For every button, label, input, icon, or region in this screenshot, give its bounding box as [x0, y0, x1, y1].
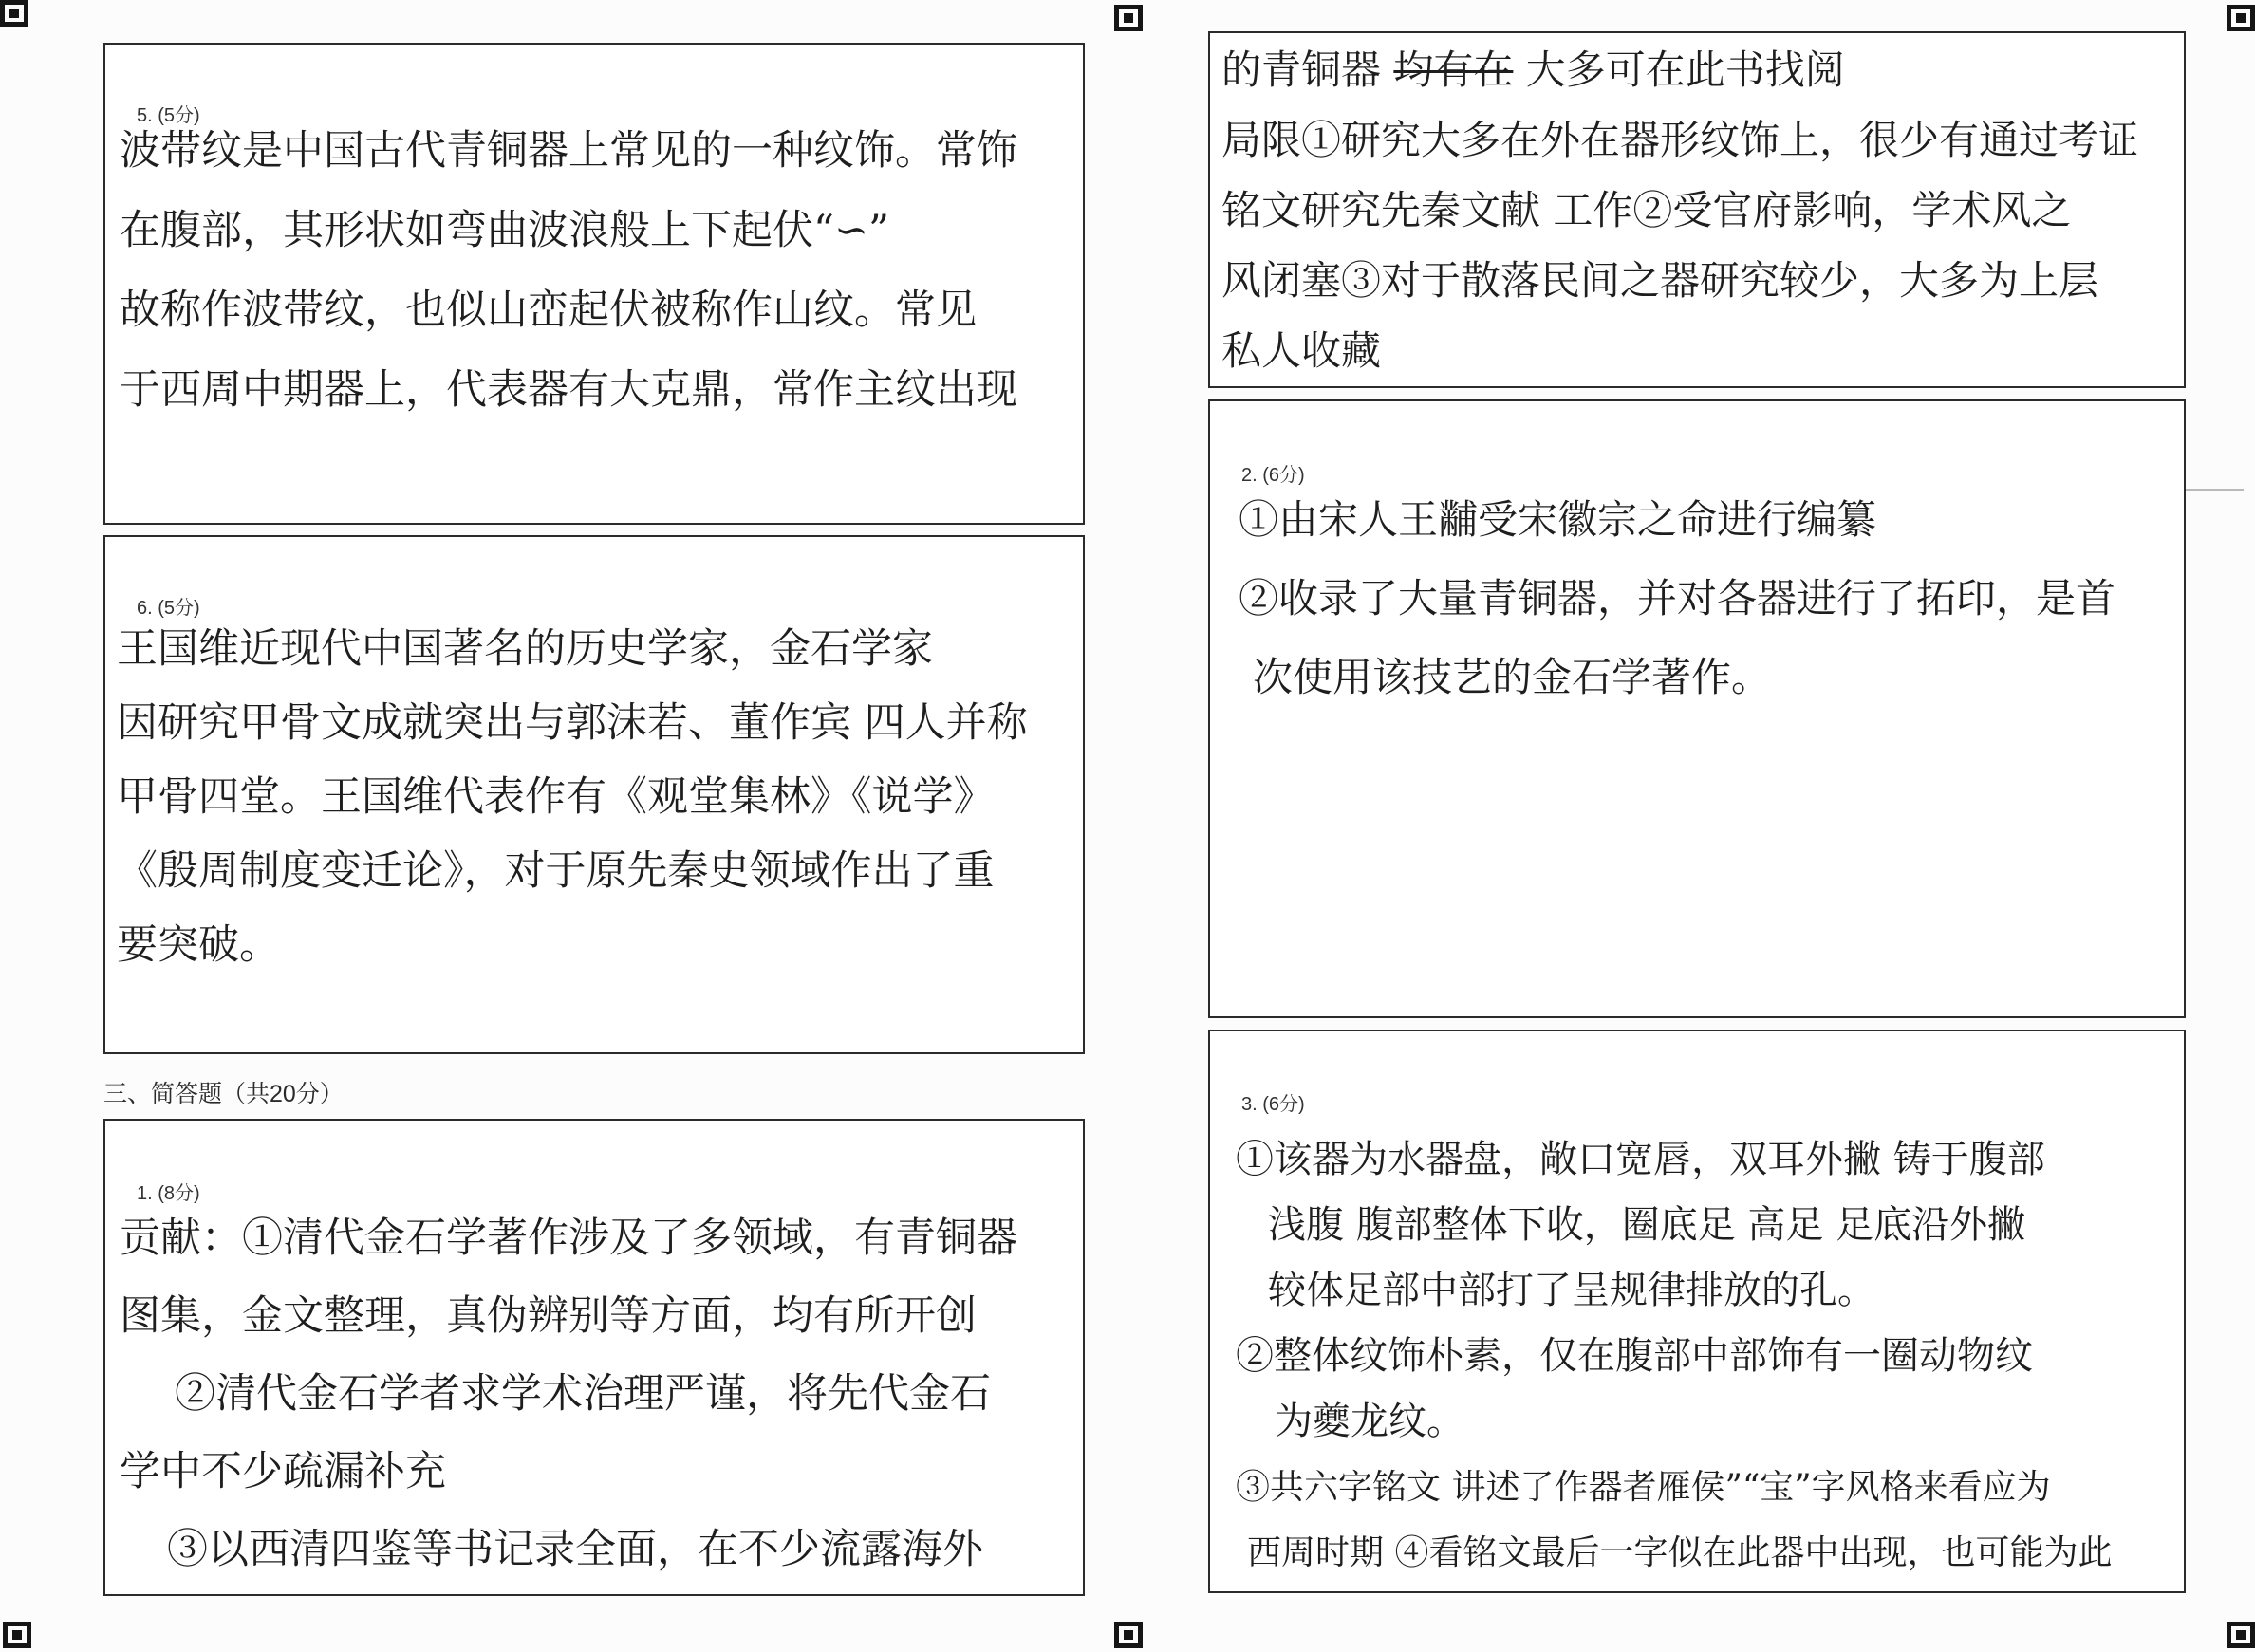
answer-line: 风闭塞③对于散落民间之器研究较少，大多为上层 [1221, 257, 2099, 304]
question-label: 2. (6分) [1241, 465, 1305, 486]
handwritten-answer [120, 111, 1079, 430]
answer-box-q3 [1208, 1030, 2186, 1593]
answer-box-q1 [103, 1119, 1085, 1596]
answer-line: ①由宋人王黼受宋徽宗之命进行编纂 [1239, 496, 1877, 543]
corner-marker-top-middle [1114, 5, 1143, 31]
answer-box-q6 [103, 535, 1085, 1054]
section-heading: 三、简答题（共20分） [103, 1081, 344, 1107]
answer-line: 《殷周制度变迁论》，对于原先秦史领域作出了重 [117, 847, 995, 895]
answer-line: 局限①研究大多在外在器形纹饰上，很少有通过考证 [1221, 117, 2139, 163]
corner-marker-top-left [0, 0, 28, 27]
handwritten-answer [117, 612, 1079, 982]
question-label: 5. (5分) [137, 105, 200, 126]
corner-marker-top-right [2227, 5, 2255, 31]
answer-line: 铭文研究先秦文献 工作②受官府影响，学术风之 [1221, 187, 2072, 233]
answer-line: 王国维近现代中国著名的历史学家，金石学家 [117, 625, 933, 673]
answer-line: 贡献：①清代金石学著作涉及了多领域，有青铜器 [120, 1215, 1017, 1262]
answer-line: 次使用该技艺的金石学著作。 [1253, 654, 1772, 700]
answer-box-q2 [1208, 399, 2186, 1018]
answer-line: 较体足部中部打了呈规律排放的孔。 [1268, 1269, 1875, 1312]
answer-line: 学中不少疏漏补充 [120, 1448, 446, 1495]
handwritten-answer [1236, 1127, 2180, 1586]
handwritten-answer [1239, 480, 2180, 716]
handwritten-answer [1221, 35, 2180, 386]
answer-line: ③以西清四鉴等书记录全面，在不少流露海外 [167, 1526, 983, 1573]
answer-line: 图集，金文整理，真伪辨别等方面，均有所开创 [120, 1292, 977, 1340]
question-label: 6. (5分) [137, 598, 200, 619]
corner-marker-bottom-left [3, 1622, 31, 1648]
answer-line: 浅腹 腹部整体下收，圈底足 高足 足底沿外撇 [1268, 1203, 2026, 1247]
answer-line: 故称作波带纹，也似山峦起伏被称作山纹。常见 [120, 287, 977, 334]
answer-box-q5 [103, 43, 1085, 525]
answer-line: ③共六字铭文 讲述了作器者雁侯”“宝”字风格来看应为 [1236, 1468, 2051, 1507]
answer-line: 于西周中期器上，代表器有大克鼎，常作主纹出现 [120, 366, 1017, 414]
answer-line: 要突破。 [117, 921, 280, 969]
answer-line: 波带纹是中国古代青铜器上常见的一种纹饰。常饰 [120, 127, 1017, 175]
answer-line: ②整体纹饰朴素，仅在腹部中部饰有一圈动物纹 [1236, 1334, 2033, 1378]
crossed-out-text: 均有在 [1393, 46, 1514, 93]
handwritten-answer [120, 1199, 1079, 1588]
answer-line: 甲骨四堂。王国维代表作有《观堂集林》《说学》 [117, 773, 995, 821]
answer-line: ②清代金石学者求学术治理严谨，将先代金石 [175, 1370, 991, 1418]
answer-text: 大多可在此书找阅 [1513, 46, 1845, 93]
corner-marker-bottom-right [2227, 1622, 2255, 1648]
question-label: 3. (6分) [1241, 1094, 1305, 1115]
answer-line: ②收录了大量青铜器，并对各器进行了拓印，是首 [1239, 575, 2116, 622]
answer-line: 在腹部，其形状如弯曲波浪般上下起伏“∽” [120, 207, 889, 254]
answer-line: 私人收藏 [1221, 327, 1382, 374]
answer-line: 西周时期 ④看铭文最后一字似在此器中出现，也可能为此 [1247, 1533, 2113, 1572]
question-label: 1. (8分) [137, 1183, 200, 1204]
answer-line [1221, 35, 2180, 105]
answer-line: ①该器为水器盘，敞口宽唇，双耳外撇 铸于腹部 [1236, 1138, 2045, 1181]
answer-text: 的青铜器 [1221, 46, 1394, 93]
answer-line: 为夔龙纹。 [1275, 1400, 1464, 1443]
corner-marker-bottom-middle [1114, 1622, 1143, 1648]
answer-line: 因研究甲骨文成就突出与郭沫若、董作宾 四人并称 [117, 699, 1028, 747]
answer-box-continuation [1208, 31, 2186, 388]
